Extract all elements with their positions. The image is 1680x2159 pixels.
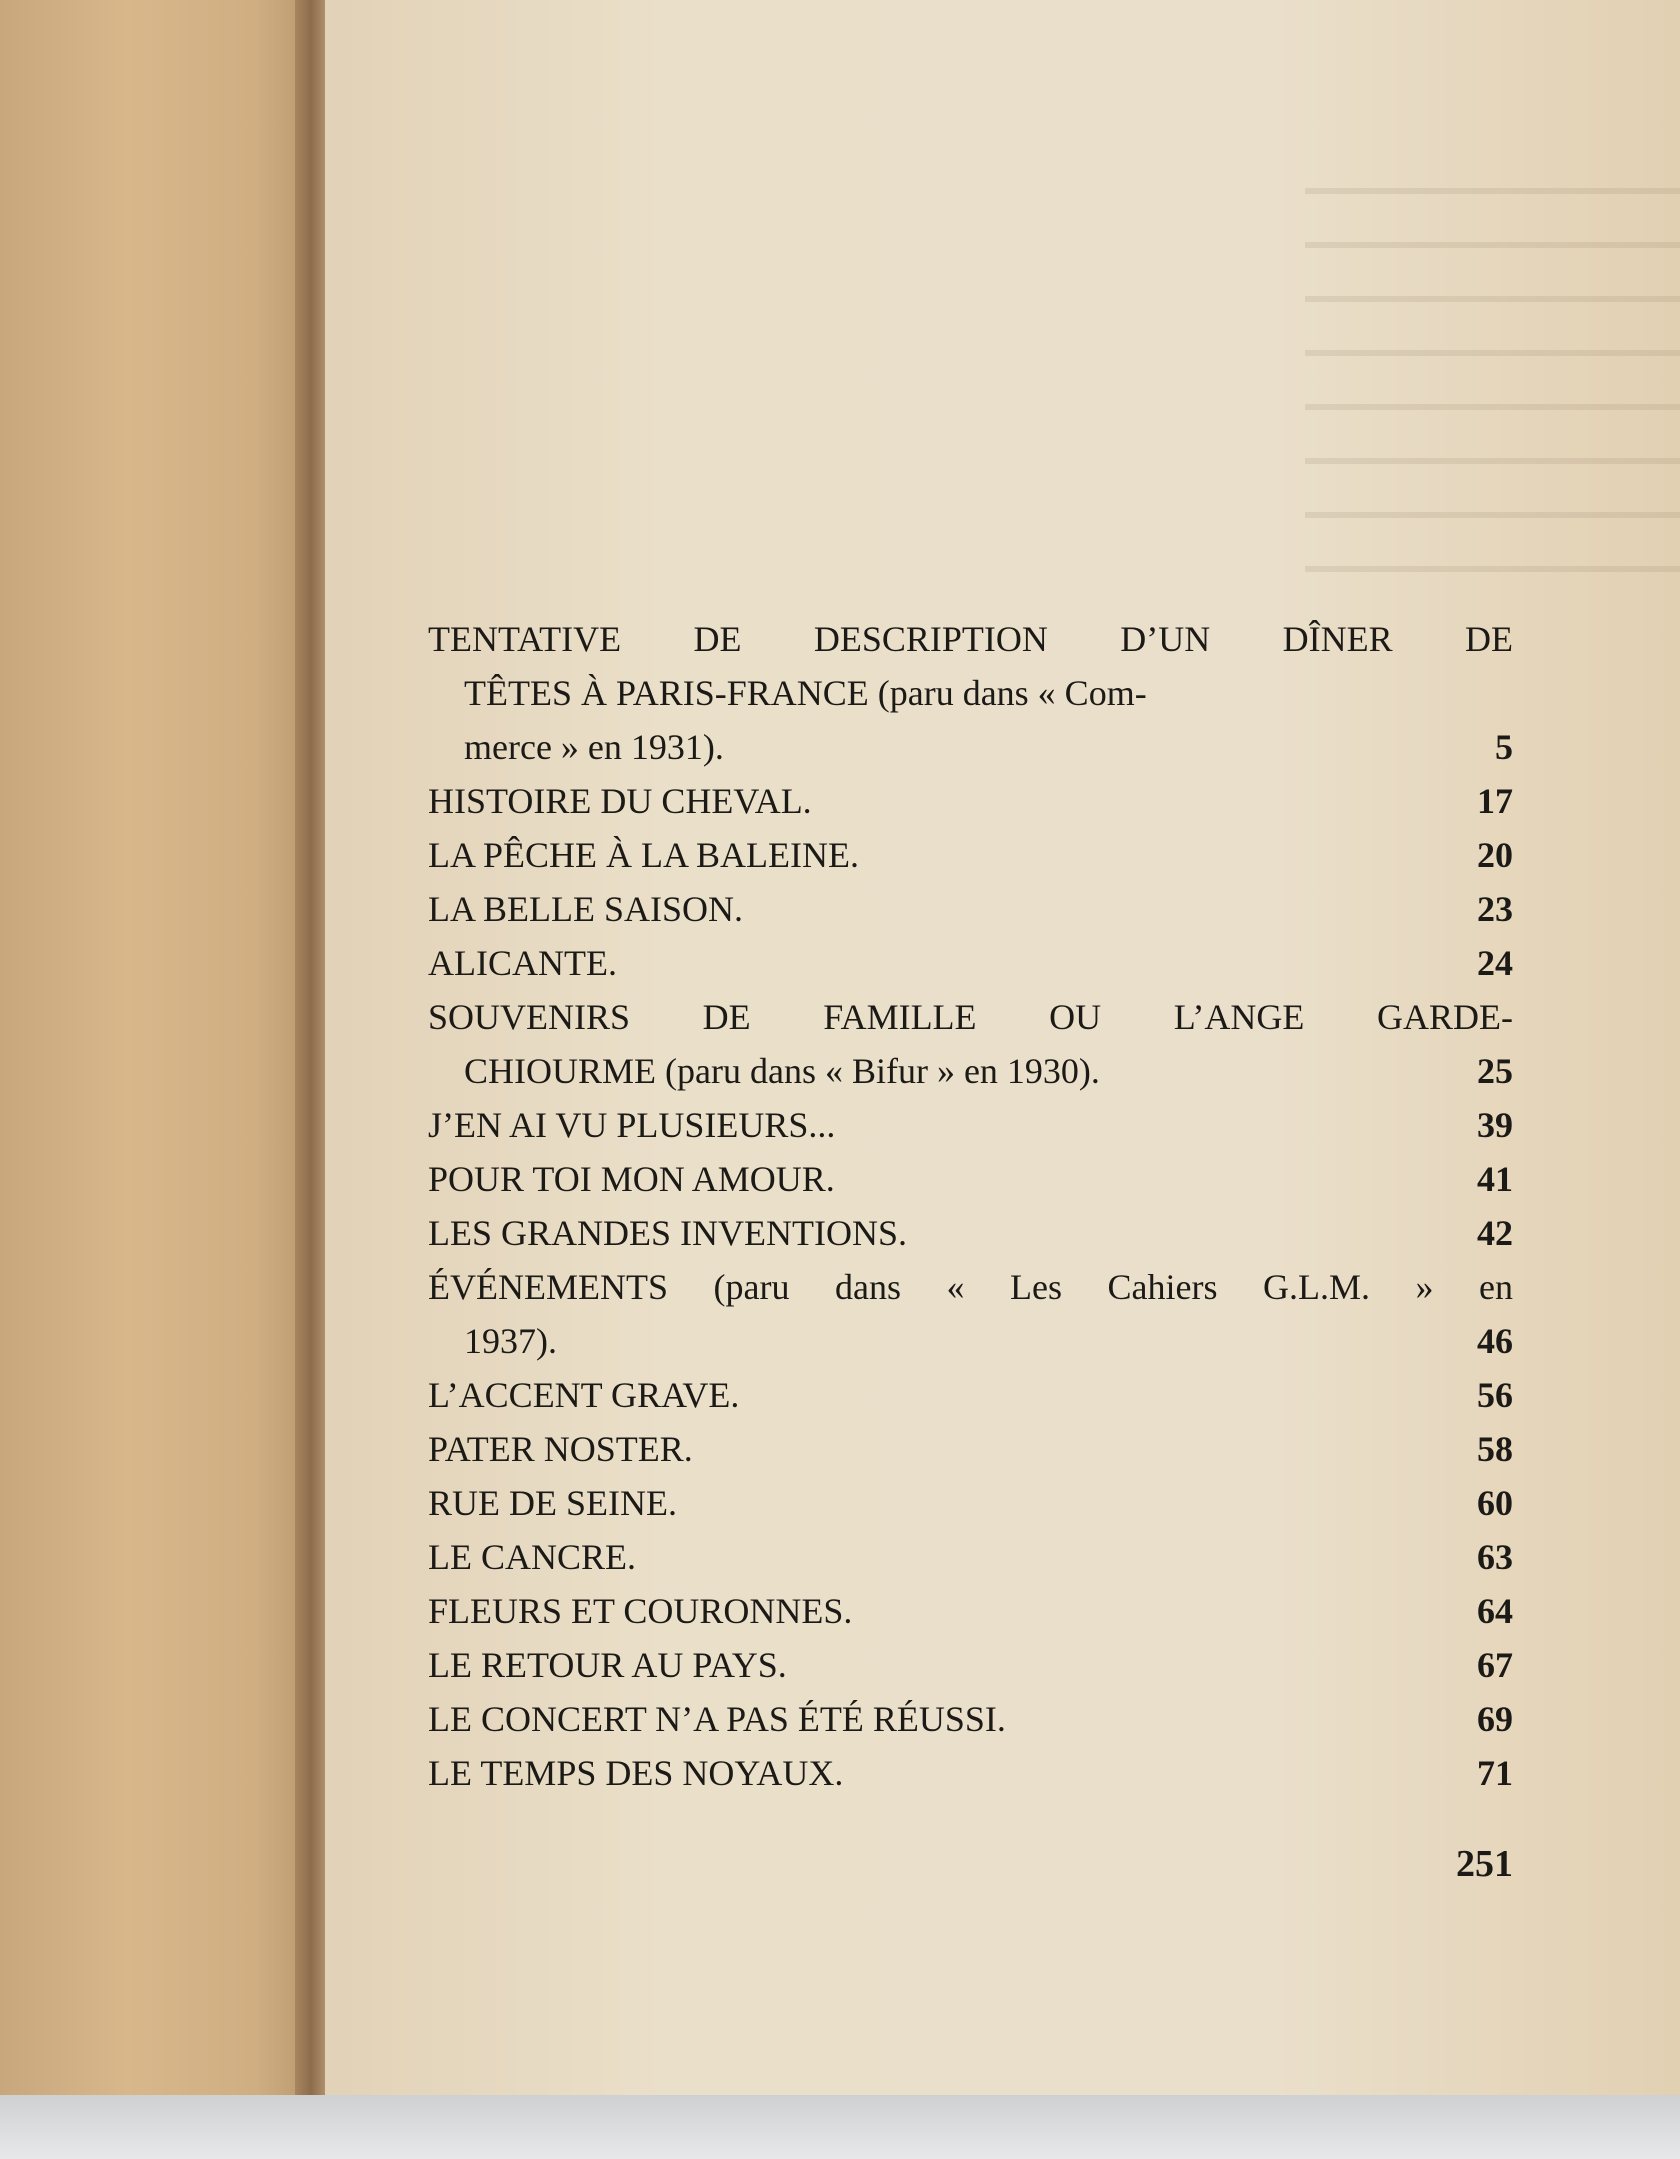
toc-entry-page: 20 [1477, 835, 1513, 875]
toc-entry-page: 23 [1477, 889, 1513, 929]
show-through-text [1305, 150, 1680, 580]
toc-entry-title: RUE DE SEINE. [428, 1483, 677, 1523]
table-of-contents [428, 612, 1513, 1800]
toc-entry-title: TÊTES À PARIS-FRANCE (paru dans « Com- [464, 673, 1147, 713]
toc-entry-title: FLEURS ET COURONNES. [428, 1591, 853, 1631]
toc-entry-page: 5 [1495, 727, 1513, 767]
toc-entry [428, 828, 1513, 882]
toc-entry-page: 42 [1477, 1213, 1513, 1253]
toc-entry [428, 1638, 1513, 1692]
toc-entry-title: SOUVENIRS DE FAMILLE OU L’ANGE GARDE- [428, 997, 1513, 1037]
toc-entry-title: CHIOURME (paru dans « Bifur » en 1930). [464, 1051, 1100, 1091]
toc-entry-title: PATER NOSTER. [428, 1429, 693, 1469]
toc-entry [428, 1098, 1513, 1152]
toc-entry-page: 46 [1477, 1321, 1513, 1361]
left-page [0, 0, 320, 2159]
toc-entry-page: 56 [1477, 1375, 1513, 1415]
toc-entry-page: 71 [1477, 1753, 1513, 1793]
toc-entry-page: 69 [1477, 1699, 1513, 1739]
toc-entry-title: HISTOIRE DU CHEVAL. [428, 781, 812, 821]
toc-entry-title: ALICANTE. [428, 943, 617, 983]
toc-entry [428, 882, 1513, 936]
toc-entry [428, 774, 1513, 828]
toc-entry-page: 58 [1477, 1429, 1513, 1469]
toc-entry [428, 1530, 1513, 1584]
toc-entry [428, 1368, 1513, 1422]
toc-entry [428, 612, 1513, 774]
toc-entry-title: 1937). [464, 1321, 557, 1361]
page-number: 251 [1456, 1843, 1513, 1885]
toc-entry [428, 1206, 1513, 1260]
toc-entry [428, 990, 1513, 1098]
toc-entry-title: POUR TOI MON AMOUR. [428, 1159, 835, 1199]
toc-entry [428, 1422, 1513, 1476]
toc-entry-title: LE TEMPS DES NOYAUX. [428, 1753, 844, 1793]
toc-entry-page: 25 [1477, 1051, 1513, 1091]
toc-entry-page: 17 [1477, 781, 1513, 821]
toc-entry-page: 24 [1477, 943, 1513, 983]
toc-entry [428, 1584, 1513, 1638]
toc-entry-title: LE CANCRE. [428, 1537, 637, 1577]
toc-entry-title: LA PÊCHE À LA BALEINE. [428, 835, 859, 875]
toc-entry [428, 1692, 1513, 1746]
toc-entry-page: 41 [1477, 1159, 1513, 1199]
toc-entry-page: 60 [1477, 1483, 1513, 1523]
toc-entry-title: LE CONCERT N’A PAS ÉTÉ RÉUSSI. [428, 1699, 1006, 1739]
toc-entry-title: J’EN AI VU PLUSIEURS... [428, 1105, 836, 1145]
toc-entry [428, 936, 1513, 990]
toc-entry-page: 39 [1477, 1105, 1513, 1145]
toc-entry-title: L’ACCENT GRAVE. [428, 1375, 740, 1415]
table-surface [0, 2095, 1680, 2159]
toc-entry [428, 1746, 1513, 1800]
toc-entry-title: LES GRANDES INVENTIONS. [428, 1213, 907, 1253]
toc-entry-title: LE RETOUR AU PAYS. [428, 1645, 787, 1685]
toc-entry-page: 64 [1477, 1591, 1513, 1631]
toc-entry-title: merce » en 1931). [464, 727, 724, 767]
toc-entry [428, 1152, 1513, 1206]
toc-entry-page: 67 [1477, 1645, 1513, 1685]
toc-entry-title: ÉVÉNEMENTS (paru dans « Les Cahiers G.L.M. » en [428, 1267, 1513, 1307]
toc-entry-page: 63 [1477, 1537, 1513, 1577]
toc-entry [428, 1260, 1513, 1368]
toc-entry-title: LA BELLE SAISON. [428, 889, 743, 929]
toc-entry [428, 1476, 1513, 1530]
toc-entry-title: TENTATIVE DE DESCRIPTION D’UN DÎNER DE [428, 619, 1513, 659]
